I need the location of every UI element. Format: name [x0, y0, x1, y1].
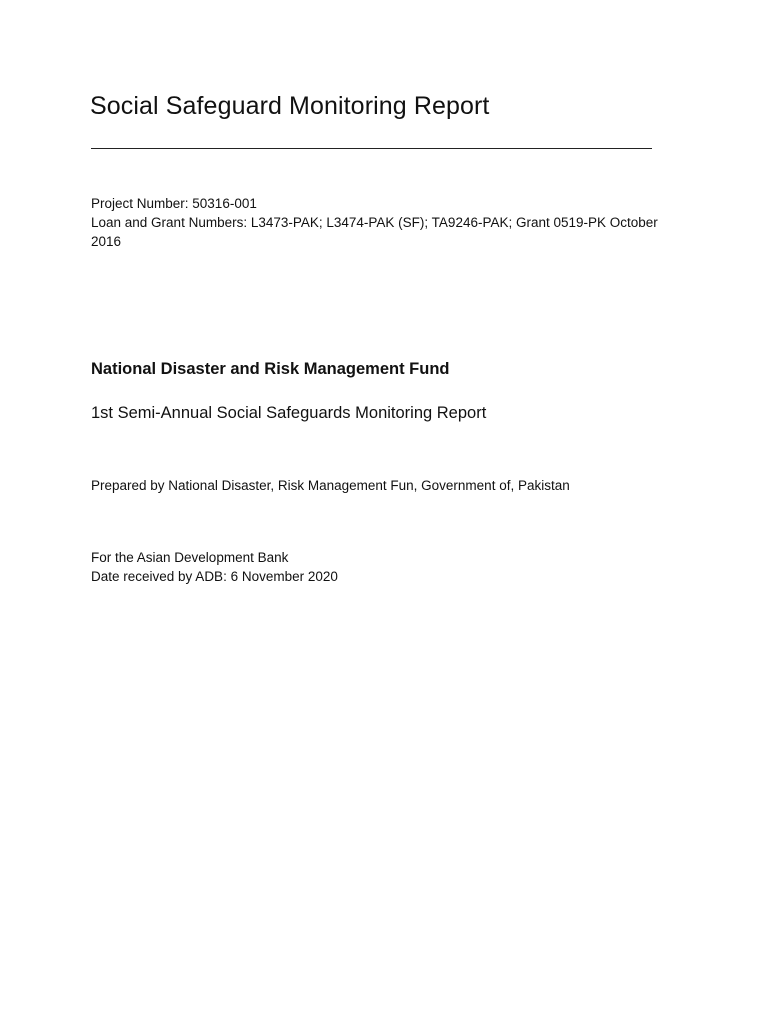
date-received: Date received by ADB: 6 November 2020: [91, 569, 338, 584]
report-title: Social Safeguard Monitoring Report: [90, 92, 490, 120]
report-subheading: 1st Semi-Annual Social Safeguards Monitoring Report: [91, 404, 487, 422]
for-organization: For the Asian Development Bank: [91, 550, 289, 565]
project-metadata: [91, 194, 701, 251]
loan-grant-numbers-continued: 2016: [91, 234, 122, 249]
title-underline: [91, 148, 652, 149]
prepared-by: Prepared by National Disaster, Risk Management Fun, Government of, Pakistan: [91, 478, 570, 493]
loan-grant-numbers: Loan and Grant Numbers: L3473-PAK; L3474-PAK (SF); TA9246-PAK; Grant 0519-PK October: [91, 215, 658, 230]
project-heading: National Disaster and Risk Management Fund: [91, 360, 450, 378]
project-number: Project Number: 50316-001: [91, 196, 257, 211]
submission-info: [91, 548, 338, 586]
